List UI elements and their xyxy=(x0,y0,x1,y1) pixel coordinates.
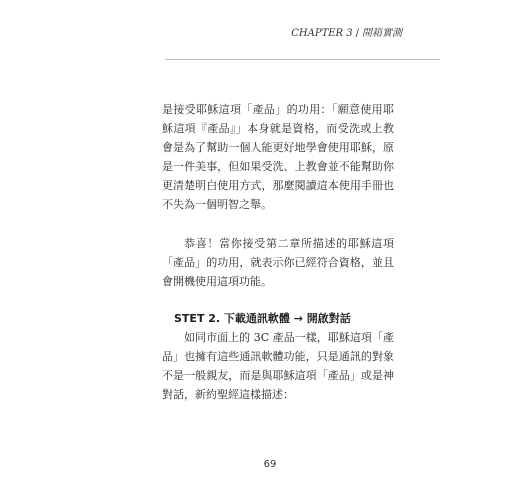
paragraph-1: 是接受耶穌這項「產品」的功用：「願意使用耶穌這項『產品』」本身就是資格，而受洗或上教會是為了幫助一個人能更好地學會使用耶穌，原是一件美事，但如果受洗、上教會並不能幫助你更清楚明白使用方式，那麼閱讀這本使用手冊也不失為一個明智之舉。 xyxy=(162,103,394,211)
section-title: 開箱實測 xyxy=(362,28,402,39)
header-rule xyxy=(165,59,440,60)
paragraph-spacer xyxy=(162,214,394,234)
chapter-label: CHAPTER 3 xyxy=(291,28,353,39)
paragraph-2: 恭喜！當你接受第二章所描述的耶穌這項「產品」的功用，就表示你已經符合資格，並且會開機使用這項功能。 xyxy=(162,237,394,288)
paragraph-spacer xyxy=(162,291,394,309)
header-separator: / xyxy=(355,28,359,39)
page-number: 69 xyxy=(263,459,277,470)
running-header xyxy=(291,24,402,39)
body-text xyxy=(162,100,394,404)
step-heading: STET 2. 下載通訊軟體 → 開啟對話 xyxy=(174,312,351,325)
paragraph-3: 如同市面上的 3C 產品一樣，耶穌這項「產品」也擁有這些通訊軟體功能，只是通訊的對象不是一般親友，而是與耶穌這項「產品」或是神對話，新約聖經這樣描述： xyxy=(162,331,394,401)
